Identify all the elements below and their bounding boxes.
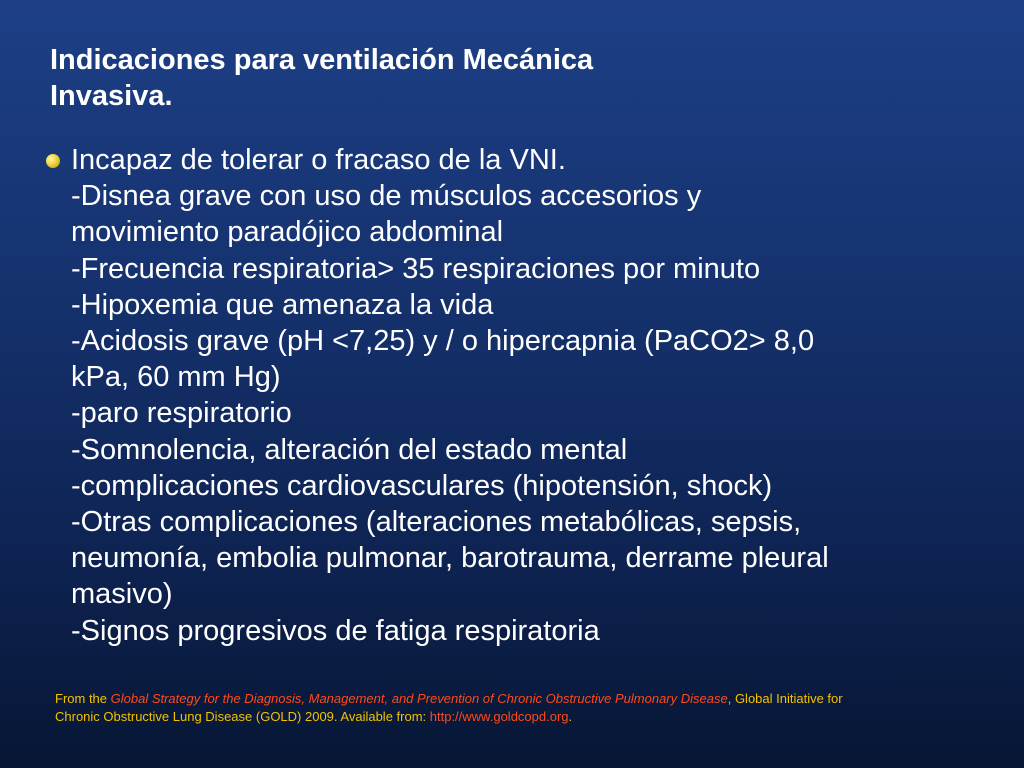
bullet-line: -Disnea grave con uso de músculos accesorios y [71, 180, 702, 213]
bullet-line: -Somnolencia, alteración del estado mental [71, 433, 628, 466]
bullet-line: -Signos progresivos de fatiga respiratoria [71, 614, 600, 647]
slide-title [50, 42, 750, 114]
footnote-org: , Global Initiative for [727, 691, 843, 706]
bullet-line: kPa, 60 mm Hg) [71, 361, 281, 394]
bullet-line: masivo) [71, 578, 173, 611]
footnote-from: From the [55, 691, 111, 706]
bullet-item [71, 142, 996, 649]
bullet-list [46, 142, 996, 649]
bullet-line: Incapaz de tolerar o fracaso de la VNI. [71, 144, 566, 176]
bullet-line: -Acidosis grave (pH <7,25) y / o hipercapnia (PaCO2> 8,0 [71, 325, 815, 358]
slide-title-line: Invasiva. [50, 80, 173, 112]
bullet-line: -Frecuencia respiratoria> 35 respiraciones por minuto [71, 252, 761, 285]
bullet-line: -Hipoxemia que amenaza la vida [71, 288, 494, 321]
bullet-line: movimiento paradójico abdominal [71, 216, 504, 249]
footnote-citation [55, 690, 1015, 726]
footnote-end: . [568, 709, 573, 724]
bullet-line: -Otras complicaciones (alteraciones metabólicas, sepsis, [71, 506, 802, 539]
bullet-dot-icon [46, 154, 60, 168]
bullet-line: -complicaciones cardiovasculares (hipotensión, shock) [71, 469, 773, 502]
bullet-line: neumonía, embolia pulmonar, barotrauma, derrame pleural [71, 542, 829, 575]
bullet-line: -paro respiratorio [71, 397, 292, 430]
footnote-source-title: Global Strategy for the Diagnosis, Management, and Prevention of Chronic Obstructive Pulmonary Disease [110, 691, 728, 706]
footnote-url-link[interactable]: http://www.goldcopd.org [429, 709, 569, 724]
slide-title-line: Indicaciones para ventilación Mecánica [50, 44, 594, 76]
footnote-org-cont: Chronic Obstructive Lung Disease (GOLD) 2009. Available from: [55, 709, 430, 724]
